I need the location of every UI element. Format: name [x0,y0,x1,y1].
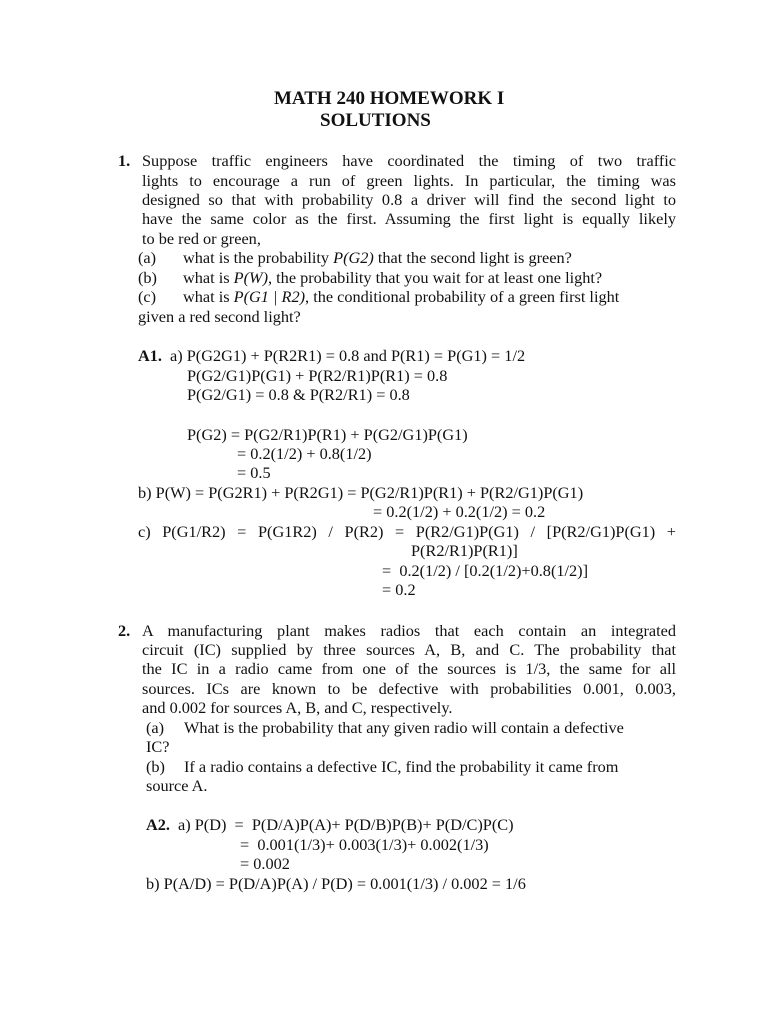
question-1-line: to be red or green, [142,229,261,248]
question-1-part-c-label: (c) [138,287,157,306]
doc-title-line1: MATH 240 HOMEWORK I [274,88,505,109]
question-2-part-a-cont: IC? [146,737,170,756]
question-2-part-b: If a radio contains a defective IC, find the probability it came from [184,757,619,776]
answer-1-label: A1. [138,346,162,365]
question-1-part-c: what is P(G1 | R2), the conditional probability of a green first light [183,287,620,306]
question-2-part-b-label: (b) [146,757,165,776]
answer-2-line: b) P(A/D) = P(D/A)P(A) / P(D) = 0.001(1/3) / 0.002 = 1/6 [146,874,526,893]
question-1-part-a: what is the probability P(G2) that the second light is green? [183,248,572,267]
question-2-line: the IC in a radio came from one of the sources is 1/3, the same for all [142,659,676,678]
question-2-part-b-cont: source A. [146,776,208,795]
answer-1-line: c) P(G1/R2) = P(G1R2) / P(R2) = P(R2/G1)P(G1) / [P(R2/G1)P(G1) + [138,522,676,541]
question-1-line: designed so that with probability 0.8 a driver will find the second light to [142,190,676,209]
answer-2-line: a) P(D) = P(D/A)P(A)+ P(D/B)P(B)+ P(D/C)P(C) [178,815,514,834]
question-2-line: circuit (IC) supplied by three sources A, B, and C. The probability that [142,640,676,659]
question-1-line: lights to encourage a run of green lights. In particular, the timing was [142,171,676,190]
answer-1-line: = 0.2(1/2) + 0.8(1/2) [237,444,372,463]
answer-1-line: = 0.2(1/2) / [0.2(1/2)+0.8(1/2)] [382,561,589,580]
question-2-line: and 0.002 for sources A, B, and C, respectively. [142,698,453,717]
question-2-line: sources. ICs are known to be defective with probabilities 0.001, 0.003, [142,679,676,698]
question-2-number: 2. [118,621,131,640]
answer-2-line: = 0.002 [240,854,290,873]
answer-1-line: = 0.2 [382,580,416,599]
question-2-line: A manufacturing plant makes radios that each contain an integrated [142,621,676,640]
question-2-part-a-label: (a) [146,718,165,737]
question-1-part-a-label: (a) [138,248,157,267]
question-1-part-b: what is P(W), the probability that you wait for at least one light? [183,268,603,287]
question-2-part-a: What is the probability that any given radio will contain a defective [184,718,624,737]
question-1-line: Suppose traffic engineers have coordinated the timing of two traffic [142,151,676,170]
answer-1-line: a) P(G2G1) + P(R2R1) = 0.8 and P(R1) = P(G1) = 1/2 [170,346,526,365]
doc-title-line2: SOLUTIONS [320,110,431,131]
answer-2-label: A2. [146,815,170,834]
answer-1-line: P(G2/G1)P(G1) + P(R2/R1)P(R1) = 0.8 [187,366,448,385]
answer-1-line: b) P(W) = P(G2R1) + P(R2G1) = P(G2/R1)P(R1) + P(R2/G1)P(G1) [138,483,584,502]
question-1-line: have the same color as the first. Assuming the first light is equally likely [142,209,676,228]
question-1-part-b-label: (b) [138,268,157,287]
answer-1-line: P(R2/R1)P(R1)] [411,541,518,560]
answer-1-line: = 0.5 [237,463,271,482]
answer-1-line: P(G2/G1) = 0.8 & P(R2/R1) = 0.8 [187,385,410,404]
question-1-number: 1. [118,151,131,170]
question-1-part-c-cont: given a red second light? [138,307,301,326]
answer-2-line: = 0.001(1/3)+ 0.003(1/3)+ 0.002(1/3) [240,835,489,854]
answer-1-line: P(G2) = P(G2/R1)P(R1) + P(G2/G1)P(G1) [187,425,468,444]
answer-1-line: = 0.2(1/2) + 0.2(1/2) = 0.2 [373,502,546,521]
